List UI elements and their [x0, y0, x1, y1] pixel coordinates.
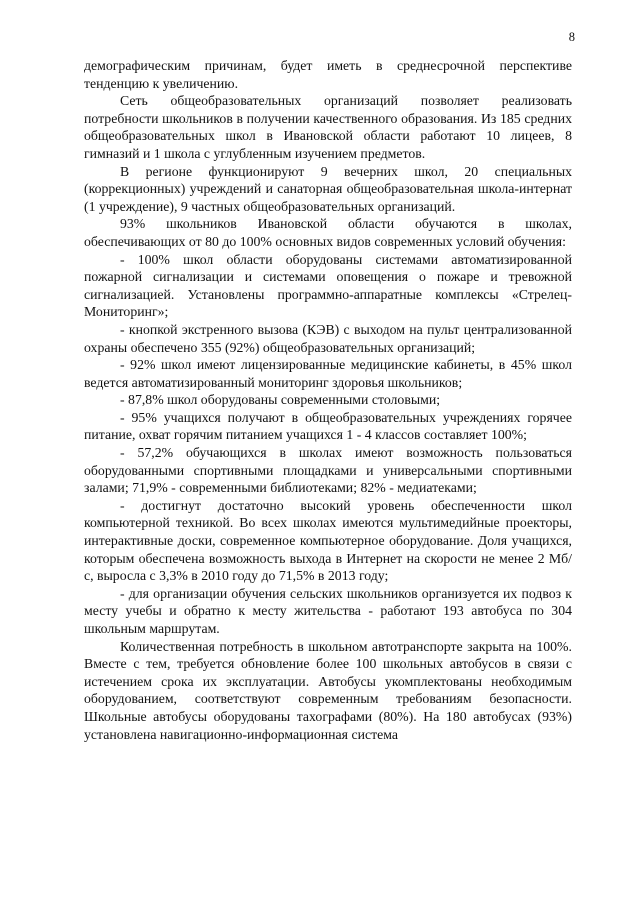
list-item-sports-libraries: - 57,2% обучающихся в школах имеют возможность пользоваться оборудованными спортивными площадками и универсальными спортивными залами; 71,9% - современными библиотеками; 82% - медиатеками; [84, 445, 572, 496]
list-item-fire-alarm: - 100% школ области оборудованы системами автоматизированной пожарной сигнализации и системами оповещения о пожаре и тревожной сигнализацией. Установлены программно-аппаратные комплексы «Стрелец-Мониторинг»; [84, 251, 572, 320]
list-item-medical-rooms: - 92% школ имеют лицензированные медицинские кабинеты, в 45% школ ведется автоматизированный мониторинг здоровья школьников; [84, 357, 572, 390]
document-body [84, 57, 572, 743]
paragraph-demography-continuation: демографическим причинам, будет иметь в среднесрочной перспективе тенденцию к увеличению. [84, 58, 572, 91]
paragraph-school-network: Сеть общеобразовательных организаций позволяет реализовать потребности школьников в получении качественного образования. Из 185 средних общеобразовательных школ в Ивановской области работают 10 лицеев, 8 гимназий и 1 школа с углубленным изучением предметов. [84, 93, 572, 161]
list-item-hot-meals: - 95% учащихся получают в общеобразовательных учреждениях горячее питание, охват горячим питанием учащихся 1 - 4 классов составляет 100%; [84, 409, 572, 443]
list-item-emergency-button: - кнопкой экстренного вызова (КЭВ) с выходом на пульт централизованной охраны обеспечено 355 (92%) общеобразовательных организаций; [84, 321, 572, 355]
list-item-school-buses: - для организации обучения сельских школьников организуется их подвоз к месту учебы и обратно к месту жительства - работают 193 автобуса по 304 школьным маршрутам. [84, 585, 572, 636]
page-number: 8 [568, 30, 575, 44]
list-item-computers-internet: - достигнут достаточно высокий уровень обеспеченности школ компьютерной техникой. Во всех школах имеются мультимедийные проекторы, интерактивные доски, современное компьютерное оборудование. Доля учащихся, которым обеспечена возможность выхода в Интернет на скорости не менее 2 Мб/с, выросла с 3,3% в 2010 году до 71,5% в 2013 году; [84, 497, 572, 584]
list-item-canteens: - 87,8% школ оборудованы современными столовыми; [120, 392, 441, 408]
paragraph-bus-fleet: Количественная потребность в школьном автотранспорте закрыта на 100%. Вместе с тем, требуется обновление более 100 школьных автобусов в связи с истечением срока их эксплуатации. Автобусы укомплектованы необходимым оборудованием, соответствуют современным требованиям безопасности. Школьные автобусы оборудованы тахографами (80%). На 180 автобусах (93%) установлена навигационно-информационная система [84, 638, 572, 742]
paragraph-special-schools: В регионе функционируют 9 вечерних школ, 20 специальных (коррекционных) учреждений и санаторная общеобразовательная школа-интернат (1 учреждение), 9 частных общеобразовательных организаций. [84, 163, 572, 214]
paragraph-modern-conditions: 93% школьников Ивановской области обучаются в школах, обеспечивающих от 80 до 100% основных видов современных условий обучения: [84, 216, 572, 249]
